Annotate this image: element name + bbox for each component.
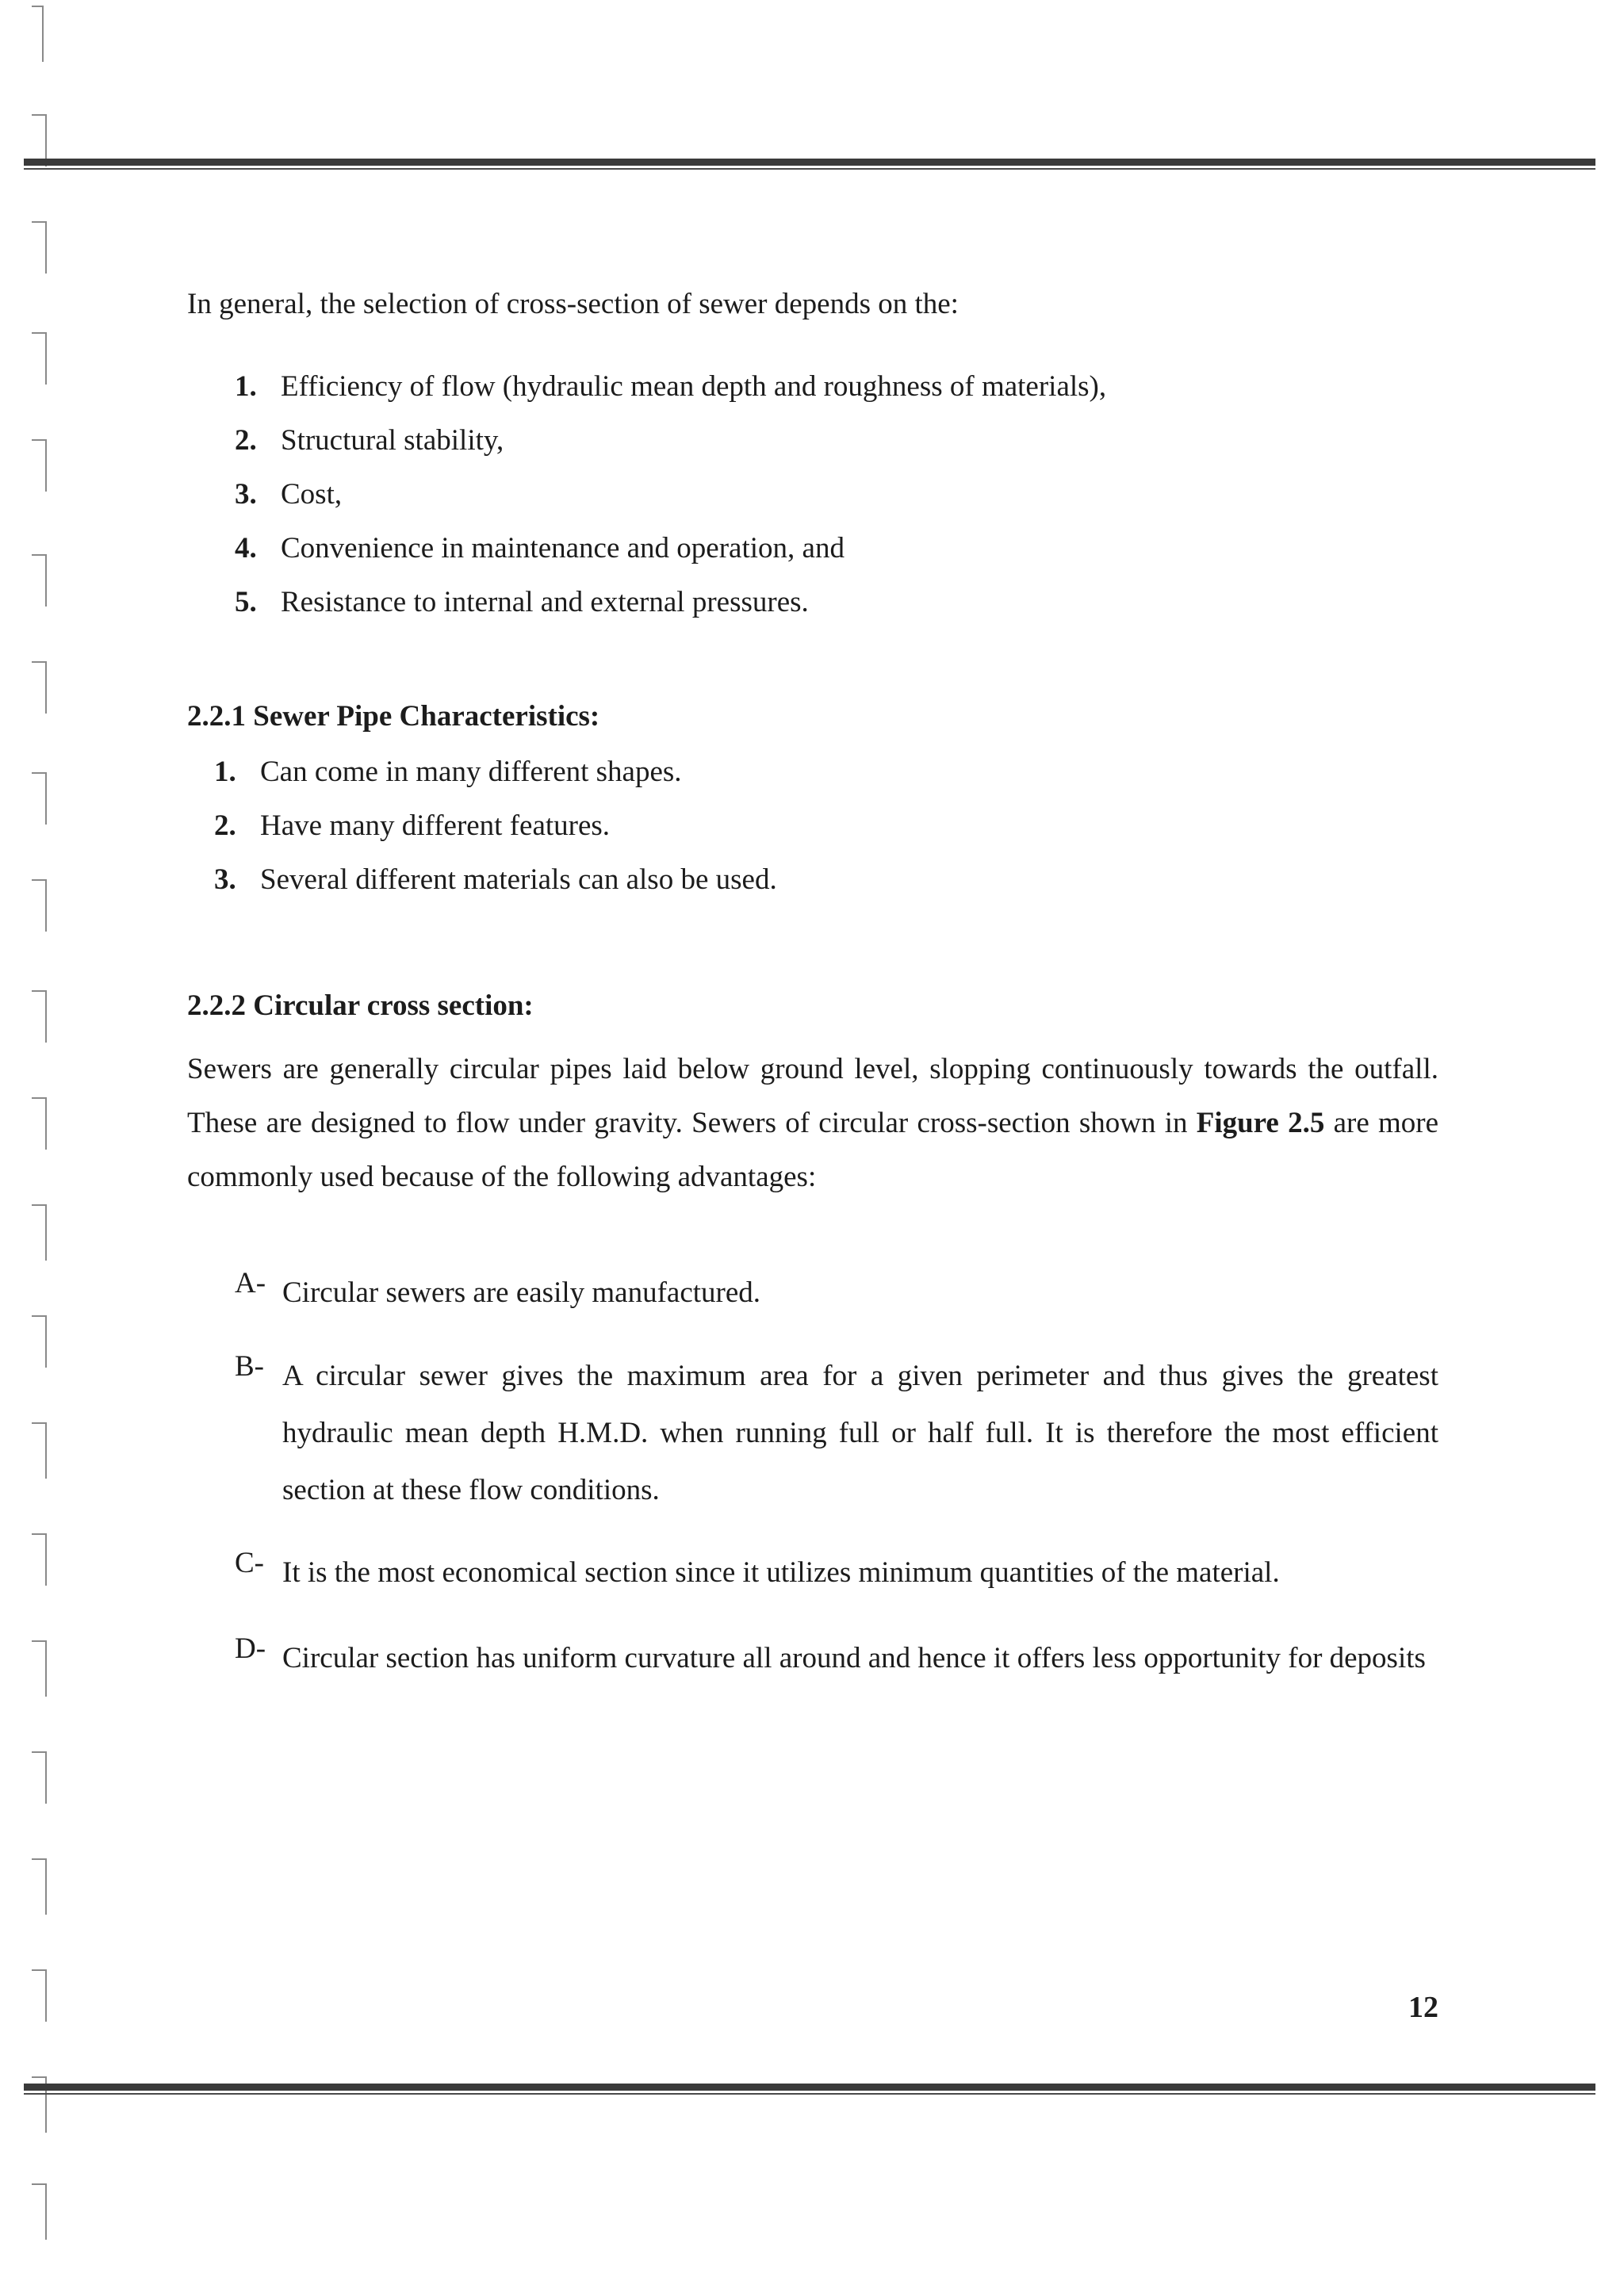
paragraph-text: Sewers are generally circular pipes laid below ground level, slopping continuously towards the outfall. These are designed to flow under gravity. Sewers of circular cross-section shown in [187,1053,1438,1139]
item-number: 5. [235,586,257,618]
advantage-text: Circular section has uniform curvature all around and hence it offers less opportunity for deposits [282,1642,1426,1674]
item-text: Cost, [281,478,343,511]
item-number: 1. [235,370,257,403]
item-number: 2. [235,424,257,457]
list-item [235,476,342,514]
header-rule [24,159,1595,170]
item-number: 3. [235,478,257,511]
figure-reference: Figure 2.5 [1196,1107,1325,1139]
circular-section-paragraph [187,1043,1438,1204]
section-heading-2-2-1: 2.2.1 Sewer Pipe Characteristics: [187,700,600,733]
item-number: 1. [214,756,236,788]
footer-rule [24,2084,1595,2095]
list-item [235,584,809,622]
item-number: 3. [214,863,236,896]
section-heading-2-2-2: 2.2.2 Circular cross section: [187,989,534,1022]
page-number: 12 [1408,1991,1438,2024]
item-text: Resistance to internal and external pressures. [281,586,809,618]
list-item [235,422,504,460]
advantage-item [235,1265,1438,1322]
advantage-letter: D- [235,1632,266,1665]
paragraph-text: are more commonly used because of the following advantages: [187,1107,1438,1193]
item-number: 2. [214,809,236,842]
advantage-item [235,1630,1438,1744]
item-text: Can come in many different shapes. [260,756,682,788]
advantage-letter: B- [235,1350,264,1383]
item-text: Convenience in maintenance and operation, and [281,532,845,564]
list-item [235,530,845,568]
list-item [235,368,1106,406]
list-item [214,753,682,791]
advantage-letter: A- [235,1267,266,1299]
advantage-letter: C- [235,1547,264,1579]
advantage-text: It is the most economical section since it utilizes minimum quantities of the material. [282,1556,1280,1589]
binder-hole-marks [0,0,63,2296]
advantage-text: A circular sewer gives the maximum area for a given perimeter and thus gives the greatest hydraulic mean depth H.M.D. when running full or half full. It is therefore the most efficient section at these flow conditions. [282,1360,1438,1506]
item-text: Efficiency of flow (hydraulic mean depth and roughness of materials), [281,370,1107,403]
list-item [214,807,610,845]
intro-sentence: In general, the selection of cross-section of sewer depends on the: [187,288,959,320]
list-item [214,861,777,899]
item-text: Several different materials can also be used. [260,863,777,896]
advantage-item [235,1544,1438,1601]
item-text: Structural stability, [281,424,504,457]
item-text: Have many different features. [260,809,611,842]
advantage-text: Circular sewers are easily manufactured. [282,1276,761,1309]
item-number: 4. [235,532,257,564]
advantage-item [235,1348,1438,1519]
